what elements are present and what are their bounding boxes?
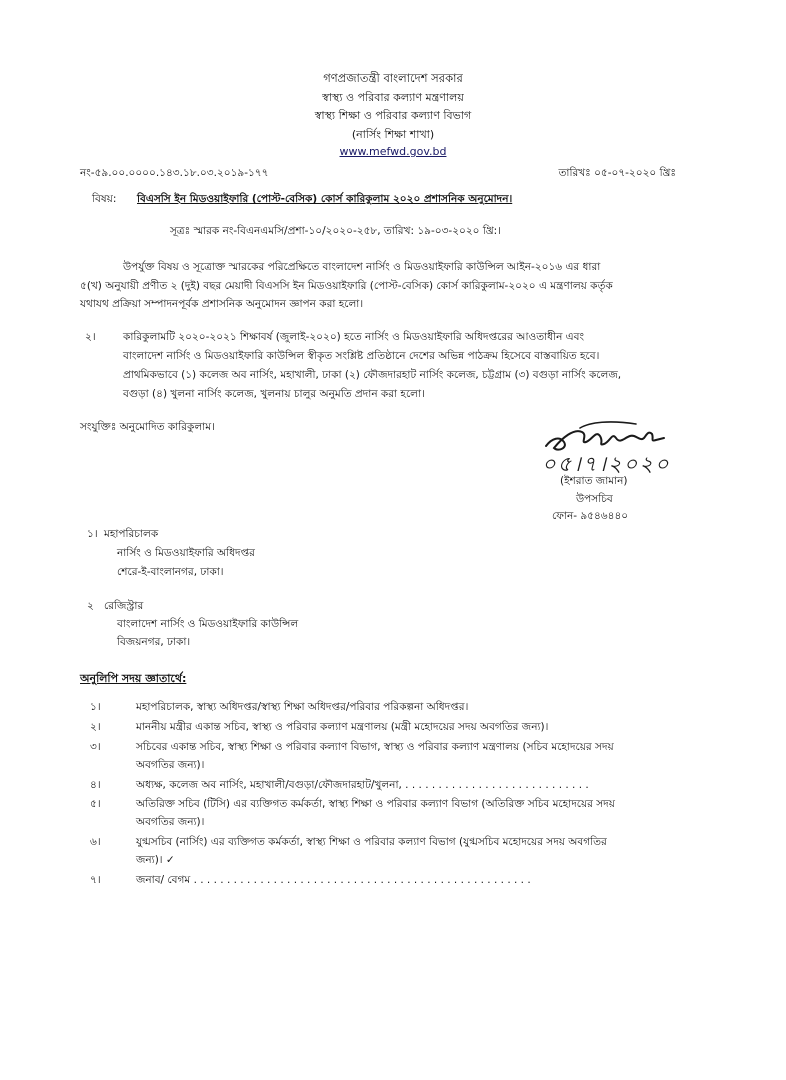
copy-line: মাননীয় মন্ত্রীর একান্ত সচিব, স্বাস্থ্য ও পরিবার কল্যাণ মন্ত্রণালয় (মন্ত্রী মহোদয়ের সদয় অবগতির জন্য)। xyxy=(136,721,549,733)
para1-line3: যথাযথ প্রক্রিয়া সম্পাদনপূর্বক প্রশাসনিক অনুমোদন জ্ঞাপন করা হলো। xyxy=(80,298,364,310)
recipient-address: শেরে-ই-বাংলানগর, ঢাকা। xyxy=(117,566,224,578)
recipient-address: বিজয়নগর, ঢাকা। xyxy=(117,636,191,648)
copy-heading: অনুলিপি সদয় জ্ঞাতার্থে: xyxy=(80,672,187,685)
govt-title: গণপ্রজাতন্ত্রী বাংলাদেশ সরকার xyxy=(323,71,463,85)
copy-line-cont: অবগতির জন্য)। xyxy=(136,816,205,828)
section-name: (নার্সিং শিক্ষা শাখা) xyxy=(351,128,435,141)
para2-line1: কারিকুলামটি ২০২০-২০২১ শিক্ষাবর্ষ (জুলাই-২০২০) হতে নার্সিং ও মিডওয়াইফারি অধিদপ্তরের আওতাধীন এবং xyxy=(123,331,585,343)
division-name: স্বাস্থ্য শিক্ষা ও পরিবার কল্যাণ বিভাগ xyxy=(314,109,472,122)
para2-line4: বগুড়া (৪) খুলনা নার্সিং কলেজ, খুলনায় চালুর অনুমতি প্রদান করা হলো। xyxy=(123,388,425,400)
recipient-number: ১। xyxy=(87,528,98,540)
copy-line: জনাব/ বেগম . . . . . . . . . . . . . . . . . . . . . . . . . . . . . . . . . . . . . . . . . . . . . . . . . . . xyxy=(136,874,531,886)
copy-number: ৫। xyxy=(90,798,101,810)
recipient-number: ২ xyxy=(87,600,94,612)
para1-line2: ৫(খ) অনুযায়ী প্রণীত ২ (দুই) বছর মেয়াদী বিএসসি ইন মিডওয়াইফারি (পোস্ট-বেসিক) কোর্স কারিকুলাম-২০২০ এ মন্ত্রণালয় কর্তৃক xyxy=(80,280,613,292)
para2-line2: বাংলাদেশ নার্সিং ও মিডওয়াইফারি কাউন্সিল স্বীকৃত সংশ্লিষ্ট প্রতিষ্ঠানে দেশের অভিন্ন পাঠক্রম হিসেবে বাস্তবায়িত হবে। xyxy=(123,350,600,362)
memo-number: নং-৫৯.০০.০০০০.১৪৩.১৮.০৩.২০১৯-১৭৭ xyxy=(80,167,269,179)
signer-designation: উপসচিব xyxy=(576,493,613,505)
subject-text: বিএসসি ইন মিডওয়াইফারি (পোস্ট-বেসিক) কোর্স কারিকুলাম ২০২০ প্রশাসনিক অনুমোদন। xyxy=(137,193,513,205)
para1-line1: উপর্যুক্ত বিষয় ও সূত্রোক্ত স্মারকের পরিপ্রেক্ষিতে বাংলাদেশ নার্সিং ও মিডওয়াইফারি কাউন্সিল আইন-২০১৬ এর ধারা xyxy=(123,261,601,273)
subject-label: বিষয়: xyxy=(92,193,117,205)
copy-number: ১। xyxy=(90,701,101,713)
copy-number: ৪। xyxy=(90,779,101,791)
copy-line: সচিবের একান্ত সচিব, স্বাস্থ্য শিক্ষা ও পরিবার কল্যাণ বিভাগ, স্বাস্থ্য ও পরিবার কল্যাণ মন্ত্রণালয় (সচিব মহোদয়ের সদয় xyxy=(136,741,614,753)
para2-line3: প্রাথমিকভাবে (১) কলেজ অব নার্সিং, মহাখালী, ঢাকা (২) ফৌজদারহাট নার্সিং কলেজ, চট্টগ্রাম (৩) বগুড়া নার্সিং কলেজ, xyxy=(123,369,622,381)
copy-line-cont: জন্য)। ✓ xyxy=(136,854,175,866)
signature-date: ০৫।৭।২০২০ xyxy=(542,452,671,476)
copy-line: অতিরিক্ত সচিব (টিসি) এর ব্যক্তিগত কর্মকর্তা, স্বাস্থ্য শিক্ষা ও পরিবার কল্যাণ বিভাগ (অতিরিক্ত সচিব মহোদয়ের সদয় xyxy=(136,798,615,810)
recipient-title: রেজিস্ট্রার xyxy=(104,600,144,612)
ministry-name: স্বাস্থ্য ও পরিবার কল্যাণ মন্ত্রণালয় xyxy=(322,91,464,104)
memo-date: তারিখঃ ০৫-০৭-২০২০ খ্রিঃ xyxy=(558,167,676,179)
copy-line-cont: অবগতির জন্য)। xyxy=(136,759,205,771)
para2-number: ২। xyxy=(85,331,96,343)
copy-number: ২। xyxy=(90,721,101,733)
recipient-title: মহাপরিচালক xyxy=(104,528,159,540)
attachment-line: সংযুক্তিঃ অনুমোদিত কারিকুলাম। xyxy=(80,421,215,433)
copy-number: ৩। xyxy=(90,741,101,753)
reference-line: সূত্রঃ স্মারক নং-বিএনএমসি/প্রশা-১০/২০২০-২৫৮, তারিখ: ১৯-০৩-২০২০ খ্রি:। xyxy=(170,225,501,237)
website-link[interactable]: www.mefwd.gov.bd xyxy=(339,145,447,158)
copy-line: মহাপরিচালক, স্বাস্থ্য অধিদপ্তর/স্বাস্থ্য শিক্ষা অধিদপ্তর/পরিবার পরিকল্পনা অধিদপ্তর। xyxy=(136,701,469,713)
copy-number: ৭। xyxy=(90,874,101,886)
signer-phone: ফোন- ৯৫৪৬৪৪০ xyxy=(552,510,629,522)
recipient-org: নার্সিং ও মিডওয়াইফারি অধিদপ্তর xyxy=(117,547,255,559)
copy-number: ৬। xyxy=(90,836,101,848)
copy-line: অধ্যক্ষ, কলেজ অব নার্সিং, মহাখালী/বগুড়া/ফৌজদারহাট/খুলনা, . . . . . . . . . . . . . . . . . . . . . . . . . . . . xyxy=(136,779,589,791)
signer-name: (ইশরাত জামান) xyxy=(560,475,628,487)
recipient-org: বাংলাদেশ নার্সিং ও মিডওয়াইফারি কাউন্সিল xyxy=(117,618,299,630)
copy-line: যুগ্মসচিব (নার্সিং) এর ব্যক্তিগত কর্মকর্তা, স্বাস্থ্য শিক্ষা ও পরিবার কল্যাণ বিভাগ (যুগ্মসচিব মহোদয়ের সদয় অবগতির xyxy=(136,836,607,848)
